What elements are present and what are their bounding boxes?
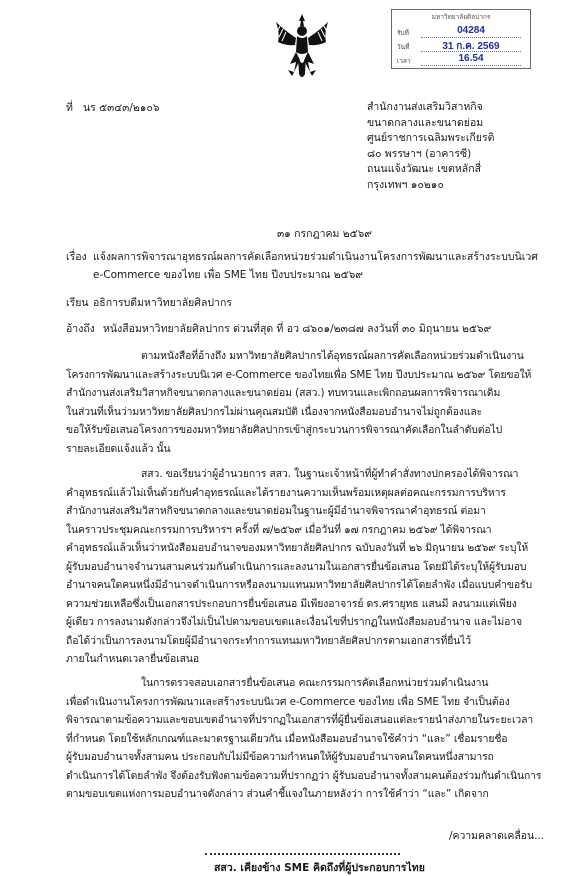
stamp-title: มหาวิทยาลัยศิลปากร: [431, 13, 491, 21]
paragraph-line: คำอุทธรณ์แล้วไม่เห็นด้วยกับคำอุทธรณ์และได้รายงานความเห็นพร้อมเหตุผลต่อคณะกรรมการบริหาร: [66, 486, 506, 499]
footer-divider: [205, 853, 400, 855]
body-paragraph-2: [66, 465, 556, 669]
paragraph-line: รายละเอียดแจ้งแล้ว นั้น: [66, 442, 171, 455]
subject-line: แจ้งผลการพิจารณาอุทธรณ์ผลการคัดเลือกหน่วยร่วมดำเนินงานโครงการพัฒนาและสร้างระบบนิเวศ: [93, 251, 538, 263]
paragraph-line: คำอุทธรณ์แล้วเห็นว่าหนังสือมอบอำนาจของมหาวิทยาลัยศิลปากร ฉบับลงวันที่ ๒๖ มิถุนายน ๒๕๖๙ ระบุให้: [66, 542, 529, 554]
sender-address: [367, 100, 494, 194]
address-line: ขนาดกลางและขนาดย่อม: [367, 116, 484, 129]
body-paragraph-1: [66, 347, 556, 458]
address-line: ๘๐ พรรษาฯ (อาคารซี): [367, 147, 472, 160]
ref-label: ที่: [66, 102, 73, 114]
paragraph-line: ที่กำหนด โดยใช้หลักเกณฑ์และมาตรฐานเดียวกัน เมื่อหนังสือมอบอำนาจใช้คำว่า “และ” เชื่อมรายชื่อ: [66, 732, 508, 745]
address-line: ถนนแจ้งวัฒนะ เขตหลักสี่: [367, 163, 482, 176]
address-line: สำนักงานส่งเสริมวิสาหกิจ: [367, 101, 483, 113]
continuation-marker: /ความคลาดเคลื่อน...: [449, 830, 544, 842]
stamp-label: วันที่: [397, 43, 410, 51]
paragraph-line: ในส่วนที่เห็นว่ามหาวิทยาลัยศิลปากรไม่ผ่านคุณสมบัติ เนื่องจากหนังสือมอบอำนาจไม่ถูกต้องและ: [66, 405, 483, 418]
stamp-row-time: [397, 53, 525, 66]
document-reference: [66, 99, 160, 116]
stamp-value: 31 ก.ค. 2569: [421, 39, 521, 52]
paragraph-line: พิจารณาตามข้อความและขอบเขตอำนาจที่ปรากฏในเอกสารที่ผู้ยื่นข้อเสนอแต่ละรายนำส่งภายในระยะเวลา: [66, 714, 534, 726]
paragraph-line: ตามขอบเขตแห่งการมอบอำนาจดังกล่าว ส่วนคำชี้แจงในภายหลังว่า การใช้คำว่า “และ” เกิดจาก: [66, 788, 489, 800]
salutation-text: อธิการบดีมหาวิทยาลัยศิลปากร: [93, 297, 232, 309]
reference-text: หนังสือมหาวิทยาลัยศิลปากร ด่วนที่สุด ที่ อว ๘๖๐๑/๒๓๘๗ ลงวันที่ ๓๐ มิถุนายน ๒๕๖๙: [103, 323, 492, 335]
reference-label: อ้างถึง: [66, 323, 95, 335]
stamp-label: เวลา: [397, 57, 411, 65]
paragraph-line: ในการตรวจสอบเอกสารยื่นข้อเสนอ คณะกรรมการคัดเลือกหน่วยร่วมดำเนินงาน: [141, 677, 489, 689]
paragraph-line: ในคราวประชุมคณะกรรมการบริหารฯ ครั้งที่ ๗/๒๕๖๙ เมื่อวันที่ ๑๗ กรกฎาคม ๒๕๖๙ ได้พิจารณา: [66, 523, 492, 536]
paragraph-line: ผู้รับมอบอำนาจทั้งสามคน ประกอบกับไม่มีข้อความกำหนดให้ผู้รับมอบอำนาจคนใดคนหนึ่งสามารถ: [66, 751, 494, 763]
stamp-row-receipt-no: [397, 25, 525, 38]
paragraph-line: ผู้เดียว การลงนามดังกล่าวจึงไม่เป็นไปตามขอบเขตและเงื่อนไขที่ปรากฏในหนังสือมอบอำนาจ และไม่อาจ: [66, 616, 523, 628]
letter-date: ๓๑ กรกฎาคม ๒๕๖๙: [277, 228, 372, 240]
salutation-label: เรียน: [66, 297, 89, 309]
paragraph-line: โครงการพัฒนาและสร้างระบบนิเวศ e-Commerce ของไทยเพื่อ SME ไทย ปีงบประมาณ ๒๕๖๙ โดยขอให้: [66, 368, 532, 381]
address-line: ศูนย์ราชการเฉลิมพระเกียรติ: [367, 132, 495, 145]
paragraph-line: ขอให้รับข้อเสนอโครงการของมหาวิทยาลัยศิลปากรเข้าสู่กระบวนการพิจารณาคัดเลือกในลำดับต่อไป: [66, 424, 503, 436]
stamp-label: รับที่: [397, 29, 409, 37]
subject-label: เรื่อง: [66, 251, 87, 263]
paragraph-line: เพื่อดำเนินงานโครงการพัฒนาและสร้างระบบนิเวศ e-Commerce ของไทย เพื่อ SME ไทย จำเป็นต้อง: [66, 695, 510, 708]
paragraph-line: ถือได้ว่าเป็นการลงนามโดยผู้มีอำนาจกระทำการแทนมหาวิทยาลัยศิลปากรตามเอกสารที่ยื่นไว้: [66, 634, 472, 647]
stamp-value: 04284: [421, 25, 521, 38]
paragraph-line: สสว. ขอเรียนว่าผู้อำนวยการ สสว. ในฐานะเจ้าหน้าที่ผู้ทำคำสั่งทางปกครองได้พิจารณา: [141, 468, 519, 480]
paragraph-line: อำนาจคนใดคนหนึ่งมีอำนาจดำเนินการหรือลงนามแทนมหาวิทยาลัยศิลปากรได้โดยลำพัง เมื่อแบบคำขอรับ: [66, 579, 533, 591]
paragraph-line: ตามหนังสือที่อ้างถึง มหาวิทยาลัยศิลปากรได้อุทธรณ์ผลการคัดเลือกหน่วยร่วมดำเนินงาน: [141, 350, 524, 362]
paragraph-line: ผู้รับมอบอำนาจจำนวนสามคนร่วมกันดำเนินการและลงนามในเอกสารยื่นข้อเสนอ โดยมิได้ระบุให้ผู้รับมอบ: [66, 560, 527, 573]
subject-line: e-Commerce ของไทย เพื่อ SME ไทย ปีงบประมาณ ๒๕๖๙: [93, 269, 363, 281]
paragraph-line: ความช่วยเหลือซึ่งเป็นเอกสารประกอบการยื่นข้อเสนอ มีเพียงอาจารย์ ดร.ศรายุทธ แสนมี ลงนามแต่เพียง: [66, 597, 517, 610]
body-paragraph-3: [66, 674, 556, 804]
stamp-row-date: [397, 39, 525, 52]
garuda-emblem-icon: [274, 12, 330, 82]
paragraph-line: สำนักงานส่งเสริมวิสาหกิจขนาดกลางและขนาดย่อมในฐานะผู้มีอำนาจพิจารณาคำอุทธรณ์ ต่อมา: [66, 505, 486, 517]
footer-slogan: สสว. เคียงข้าง SME คิดถึงที่ผู้ประกอบการไทย: [214, 862, 425, 874]
receipt-stamp: [391, 9, 531, 69]
paragraph-line: ภายในกำหนดเวลายื่นข้อเสนอ: [66, 653, 200, 665]
ref-number: นร ๕๓๔๓/๒๑๐๖: [82, 102, 160, 114]
paragraph-line: สำนักงานส่งเสริมวิสาหกิจขนาดกลางและขนาดย่อม (สสว.) ทบทวนและเพิกถอนผลการพิจารณาเดิม: [66, 387, 501, 399]
paragraph-line: ดำเนินการได้โดยลำพัง จึงต้องรับฟังตามข้อความที่ปรากฏว่า ผู้รับมอบอำนาจทั้งสามคนต้องร่วมกันดำเนินการ: [66, 769, 542, 782]
address-line: กรุงเทพฯ ๑๐๒๑๐: [367, 178, 444, 191]
stamp-value: 16.54: [421, 53, 521, 66]
